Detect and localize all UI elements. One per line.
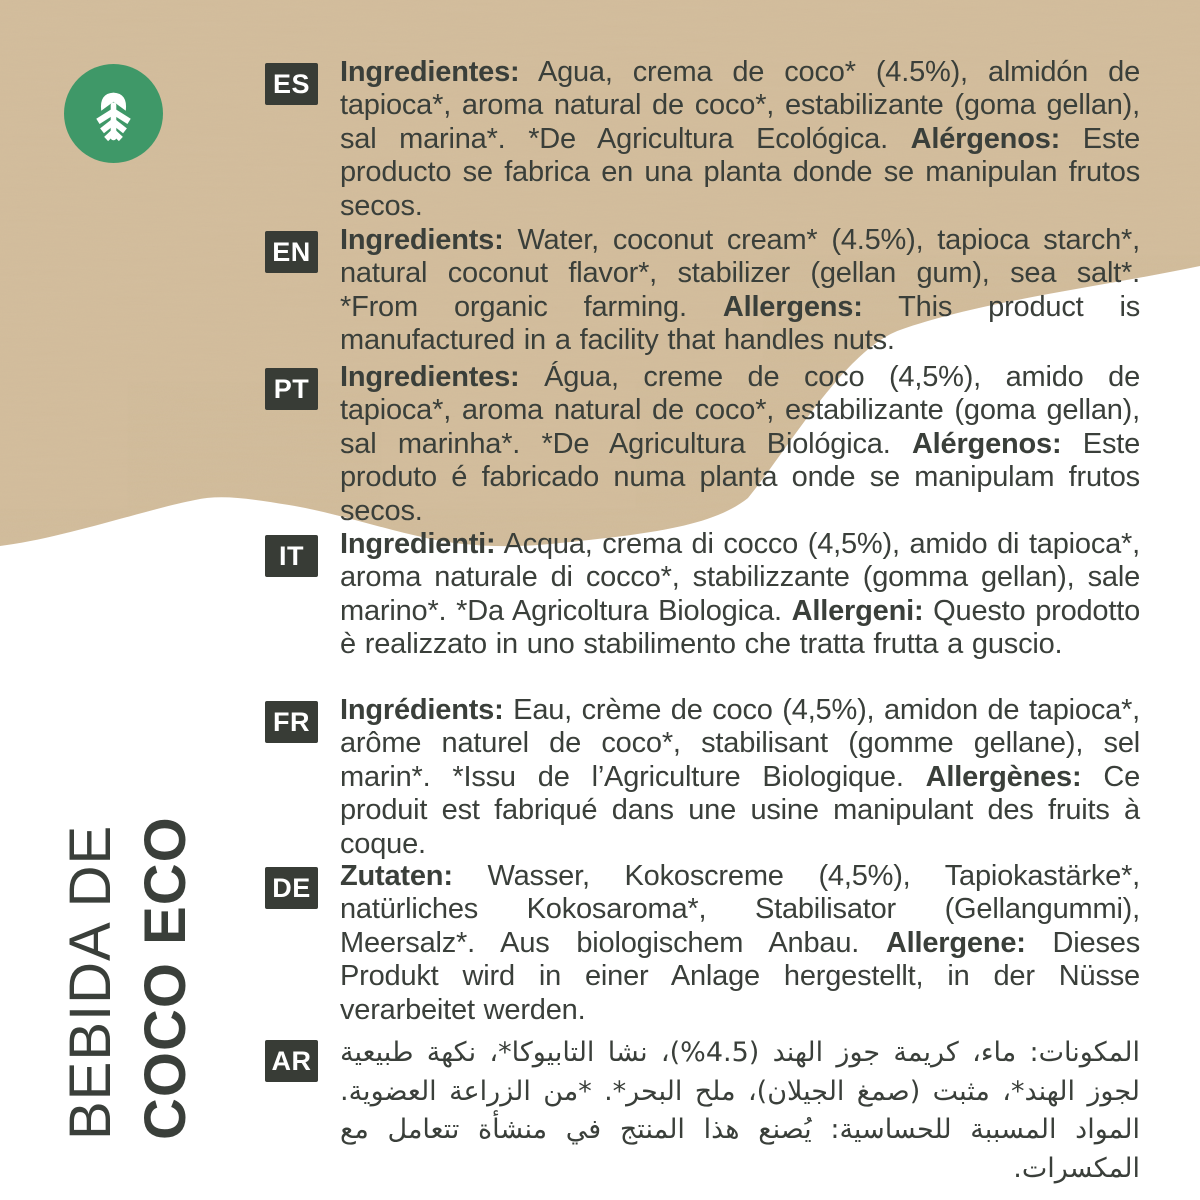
ingredients-label-it: Ingredienti: — [340, 528, 496, 560]
ingredients-text-es — [340, 56, 1140, 223]
ingredients-body-ar: ماء، كريمة جوز الهند (4.5%)، نشا التابيوكا*، نكهة طبيعية لجوز الهند*، مثبت (صمغ الجيلان)، ملح البحر*. *من الزراعة العضوية. — [340, 1037, 1140, 1107]
allergens-label-fr: Allergènes: — [925, 760, 1082, 793]
brand-logo — [64, 64, 163, 163]
language-badge-de: DE — [265, 867, 318, 909]
language-badge-es: ES — [265, 63, 318, 105]
ingredients-text-it — [340, 528, 1140, 662]
ingredients-text-en — [340, 224, 1140, 358]
ingredients-text-fr — [340, 694, 1140, 861]
language-badge-it: IT — [265, 535, 318, 577]
allergens-label-de: Allergene: — [885, 926, 1026, 959]
ingredients-text-de — [340, 860, 1140, 1027]
language-badge-fr: FR — [265, 701, 318, 743]
ingredients-block-fr — [265, 694, 1141, 868]
ingredients-label-fr: Ingrédients: — [340, 694, 504, 726]
language-badge-en: EN — [265, 231, 318, 273]
ingredients-label-pt: Ingredientes: — [340, 361, 520, 393]
allergens-body-ar: يُصنع هذا المنتج في منشأة تتعامل مع المكسرات. — [340, 1114, 1140, 1184]
allergens-body-fr: Ce produit est fabriqué dans une usine manipulant des fruits à coque. — [340, 760, 1141, 860]
product-title-line1: BEBIDA DE — [58, 824, 123, 1140]
ingredients-body-fr: Eau, crème de coco (4,5%), amidon de tapioca*, arôme naturel de coco*, stabilisant (gomme gellane), sel marin*. *Issu de l’Agriculture Biologique. — [340, 694, 1141, 793]
ingredients-label-de: Zutaten: — [340, 860, 453, 892]
ingredients-block-en — [265, 224, 1141, 365]
ingredients-label-ar: المكونات: — [1029, 1037, 1140, 1068]
ingredients-label-en: Ingredients: — [340, 224, 504, 256]
ingredients-label-es: Ingredientes: — [340, 56, 520, 88]
language-badge-ar: AR — [265, 1040, 318, 1082]
ingredients-block-pt — [265, 361, 1141, 535]
allergens-body-de: Dieses Produkt wird in einer Anlage hergestellt, in der Nüsse verarbeitet werden. — [340, 926, 1140, 1026]
ingredients-body-es: Agua, crema de coco* (4.5%), almidón de tapioca*, aroma natural de coco*, estabilizante (goma gellan), sal marina*. *De Agricultura Ecológica. — [340, 56, 1140, 155]
ingredients-body-pt: Água, creme de coco (4,5%), amido de tapioca*, aroma natural de coco*, estabilizante (goma gellan), sal marinha*. *De Agricultura Biológica. — [340, 361, 1140, 460]
ingredients-body-it: Acqua, crema di cocco (4,5%), amido di tapioca*, aroma naturale di cocco*, stabilizzante (gomma gellan), sale marino*. *Da Agricoltura Biologica. — [340, 528, 1140, 627]
ingredients-block-de — [265, 860, 1141, 1034]
ingredients-body-en: Water, coconut cream* (4.5%), tapioca starch*, natural coconut flavor*, stabilizer (gellan gum), sea salt*. *From organic farming. — [340, 224, 1140, 323]
product-title-vertical — [55, 818, 197, 1140]
ingredients-text-pt — [340, 361, 1140, 528]
ingredients-block-es — [265, 56, 1141, 230]
ingredients-block-it — [265, 528, 1141, 669]
allergens-label-it: Allergeni: — [791, 594, 924, 627]
allergens-body-pt: Este produto é fabricado numa planta onde se manipulam frutos secos. — [340, 427, 1141, 527]
allergens-label-en: Allergens: — [722, 290, 863, 323]
allergens-body-it: Questo prodotto è realizzato in uno stabilimento che tratta frutta a guscio. — [340, 594, 1141, 661]
allergens-label-ar: المواد المسببة للحساسية: — [830, 1114, 1140, 1145]
ingredients-body-de: Wasser, Kokoscreme (4,5%), Tapiokastärke*, natürliches Kokosaroma*, Stabilisator (Gellangummi), Meersalz*. Aus biologischem Anbau. — [340, 860, 1141, 959]
allergens-label-pt: Alérgenos: — [911, 427, 1062, 460]
ingredients-block-ar — [265, 1037, 1141, 1194]
ingredients-text-ar — [340, 1034, 1140, 1188]
language-badge-pt: PT — [265, 368, 318, 410]
product-title-line2: COCO ECO — [133, 816, 198, 1140]
allergens-label-es: Alérgenos: — [910, 122, 1061, 155]
allergens-body-es: Este producto se fabrica en una planta donde se manipulan frutos secos. — [340, 122, 1141, 222]
allergens-body-en: This product is manufactured in a facility that handles nuts. — [340, 290, 1141, 357]
